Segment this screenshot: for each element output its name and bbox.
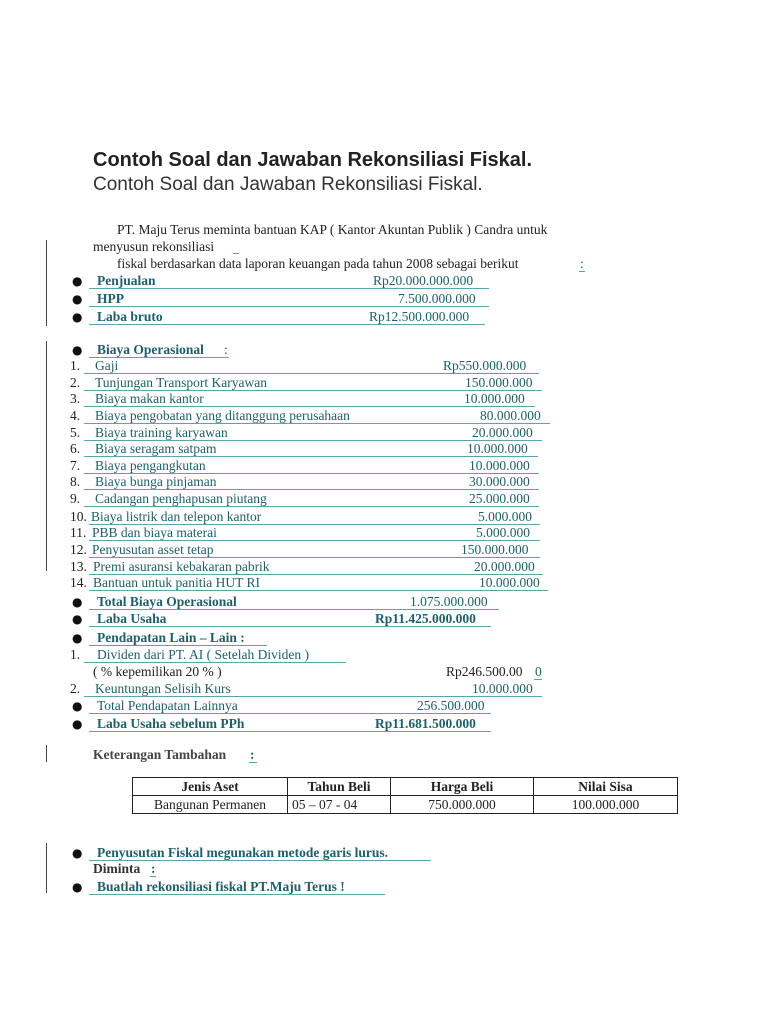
margin-bar (46, 341, 47, 571)
biaya-item-value: 80.000.000 (480, 408, 541, 423)
biaya-item-value: 10.000.000 (467, 441, 528, 456)
keterangan-label: Keterangan Tambahan (93, 747, 227, 762)
page-subtitle: Contoh Soal dan Jawaban Rekonsiliasi Fiskal. (93, 174, 483, 195)
intro-underline (233, 253, 239, 254)
row-underline (84, 406, 535, 407)
dividen-value-last-digit: 0 (535, 664, 542, 679)
biaya-item-value: 20.000.000 (472, 425, 533, 440)
diminta-label: Diminta (93, 861, 141, 876)
biaya-item-value: 10.000.000 (469, 458, 530, 473)
biaya-item-label: Premi asuransi kebakaran pabrik (93, 559, 270, 574)
pendapatan-heading: Pendapatan Lain – Lain : (97, 630, 245, 645)
laba-sebelum-pph-value: Rp11.681.500.000 (375, 716, 476, 731)
laba-usaha-value: Rp11.425.000.000 (375, 611, 476, 626)
intro-colon-underline (579, 271, 585, 272)
biaya-item-value: 150.000.000 (461, 542, 529, 557)
table-header-row (133, 778, 678, 796)
row-underline (84, 489, 539, 490)
biaya-item-label: Bantuan untuk panitia HUT RI (93, 575, 260, 590)
table-header: Nilai Sisa (534, 778, 678, 796)
laba-usaha-label: Laba Usaha (97, 611, 167, 626)
margin-bar (46, 240, 47, 326)
item-number: 1. (70, 647, 81, 662)
item-number: 3. (70, 391, 81, 406)
biaya-item-value: 5.000.000 (478, 509, 532, 524)
total-biaya-label: Total Biaya Operasional (97, 594, 237, 609)
biaya-item-label: Penyusutan asset tetap (92, 542, 214, 557)
table-cell: Bangunan Permanen (133, 796, 288, 814)
bullet: ● (72, 612, 83, 626)
table-cell: 05 – 07 - 04 (288, 796, 391, 814)
row-underline (84, 506, 539, 507)
row-underline (89, 590, 548, 591)
biaya-item-label: Gaji (95, 358, 119, 373)
biaya-heading-colon: : (224, 342, 228, 357)
summary-label-hpp: HPP (97, 291, 124, 306)
summary-label-penjualan: Penjualan (97, 273, 156, 288)
biaya-item-label: Cadangan penghapusan piutang (95, 491, 267, 506)
bullet: ● (72, 595, 83, 609)
total-pendapatan-value: 256.500.000 (417, 698, 485, 713)
row-underline (89, 324, 485, 325)
row-underline (84, 423, 550, 424)
item-number: 1. (70, 358, 81, 373)
bullet: ● (72, 846, 83, 860)
penyusutan-note: Penyusutan Fiskal megunakan metode garis lurus. (97, 845, 389, 860)
biaya-item-label: Biaya bunga pinjaman (95, 474, 217, 489)
row-underline (89, 713, 491, 714)
biaya-item-label: Biaya training karyawan (95, 425, 228, 440)
item-number: 2. (70, 681, 81, 696)
colon-underline (150, 876, 156, 877)
heading-underline (89, 645, 267, 646)
biaya-item-label: PBB dan biaya materai (92, 525, 217, 540)
summary-label-laba-bruto: Laba bruto (97, 309, 163, 324)
row-underline (89, 557, 540, 558)
biaya-item-value: 10.000.000 (479, 575, 540, 590)
row-underline (89, 860, 431, 861)
intro-line-3: fiskal berdasarkan data laporan keuangan pada tahun 2008 sebagai berikut (117, 256, 519, 271)
tugas-text: Buatlah rekonsiliasi fiskal PT.Maju Terus ! (97, 879, 345, 894)
row-underline (89, 288, 489, 289)
summary-value-hpp: 7.500.000.000 (398, 291, 476, 306)
dividen-note: ( % kepemilikan 20 % ) (93, 664, 222, 679)
table-row (133, 796, 678, 814)
item-number: 6. (70, 441, 81, 456)
bullet: ● (72, 717, 83, 731)
item-number: 12. (70, 542, 87, 557)
asset-table (132, 777, 678, 814)
biaya-item-label: Biaya seragam satpam (95, 441, 217, 456)
biaya-heading: Biaya Operasional (97, 342, 204, 357)
row-underline (89, 609, 499, 610)
biaya-item-value: 30.000.000 (469, 474, 530, 489)
biaya-item-label: Tunjungan Transport Karyawan (95, 375, 267, 390)
biaya-item-value: 150.000.000 (465, 375, 533, 390)
biaya-item-value: 5.000.000 (476, 525, 530, 540)
biaya-item-label: Biaya listrik dan telepon kantor (91, 509, 262, 524)
item-number: 5. (70, 425, 81, 440)
biaya-item-label: Biaya makan kantor (95, 391, 204, 406)
biaya-item-label: Biaya pengangkutan (95, 458, 206, 473)
item-number: 14. (70, 575, 87, 590)
row-underline (84, 373, 539, 374)
biaya-item-value: 25.000.000 (469, 491, 530, 506)
bullet: ● (72, 310, 83, 324)
bullet: ● (72, 292, 83, 306)
row-underline (89, 626, 491, 627)
margin-bar (46, 843, 47, 893)
keterangan-colon: : (250, 747, 255, 762)
bullet: ● (72, 699, 83, 713)
bullet: ● (72, 274, 83, 288)
colon-underline (249, 762, 257, 763)
row-underline (84, 696, 542, 697)
digit-underline (534, 679, 542, 680)
intro-colon: : (580, 256, 584, 271)
item-number: 11. (70, 525, 87, 540)
table-header: Jenis Aset (133, 778, 288, 796)
summary-value-penjualan: Rp20.000.000.000 (373, 273, 474, 288)
item-number: 10. (70, 509, 87, 524)
item-number: 2. (70, 375, 81, 390)
summary-value-laba-bruto: Rp12.500.000.000 (369, 309, 470, 324)
kurs-label: Keuntungan Selisih Kurs (95, 681, 231, 696)
table-header: Tahun Beli (288, 778, 391, 796)
table-cell: 100.000.000 (534, 796, 678, 814)
row-underline (84, 456, 538, 457)
biaya-item-value: 20.000.000 (474, 559, 535, 574)
table-header: Harga Beli (391, 778, 534, 796)
total-pendapatan-label: Total Pendapatan Lainnya (97, 698, 238, 713)
row-underline (89, 306, 489, 307)
total-biaya-value: 1.075.000.000 (410, 594, 488, 609)
laba-sebelum-pph-label: Laba Usaha sebelum PPh (97, 716, 245, 731)
diminta-colon: : (151, 861, 156, 876)
row-underline (89, 540, 540, 541)
margin-bar (46, 745, 47, 762)
row-underline (84, 662, 346, 663)
intro-line-1: PT. Maju Terus meminta bantuan KAP ( Kantor Akuntan Publik ) Candra untuk (117, 222, 548, 237)
bullet: ● (72, 631, 83, 645)
row-underline (89, 731, 491, 732)
table-cell: 750.000.000 (391, 796, 534, 814)
dividen-value: Rp246.500.00 (446, 664, 523, 679)
bullet: ● (72, 343, 83, 357)
bullet: ● (72, 880, 83, 894)
intro-line-2: menyusun rekonsiliasi (93, 239, 215, 254)
item-number: 7. (70, 458, 81, 473)
item-number: 9. (70, 491, 81, 506)
item-number: 4. (70, 408, 81, 423)
kurs-value: 10.000.000 (472, 681, 533, 696)
biaya-item-label: Biaya pengobatan yang ditanggung perusahaan (95, 408, 350, 423)
biaya-item-value: Rp550.000.000 (443, 358, 527, 373)
biaya-item-value: 10.000.000 (464, 391, 525, 406)
item-number: 8. (70, 474, 81, 489)
item-number: 13. (70, 559, 87, 574)
row-underline (89, 894, 385, 895)
dividen-label: Dividen dari PT. AI ( Setelah Dividen ) (97, 647, 309, 662)
page-title: Contoh Soal dan Jawaban Rekonsiliasi Fiskal. (93, 149, 533, 171)
